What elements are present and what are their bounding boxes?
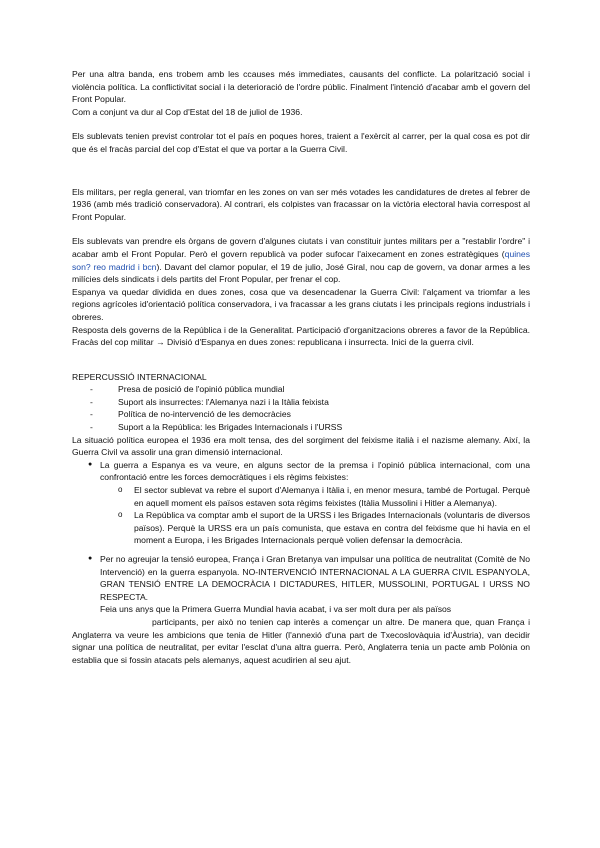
causes-text: Per una altra banda, ens trobem amb les ccauses més immediates, causants del conflicte. La polarització social i violència política. La conflictivitat social i la deterioració de l'ordre públic. Finalment l'intenció d'acabar amb el govern del Front Popular. <box>72 69 530 105</box>
juntes-text-end: ). Davant del clamor popular, el 19 de julio, José Giral, nou cap de govern, va donar armes a les milícies dels sindicats i dels partits del Front Popular, per frenar el cop. <box>72 261 530 285</box>
sub-item-republica: o La República va comptar amb el suport de la URSS i les Brigades Internacionals (voluntaris de diversos països). Perquè la URSS era un país comunista, que estava en contra del feixisme que hi havia en el moment a Europa, i les Brigades Internacionals perquè volien defensar la democràcia. <box>118 509 530 547</box>
paragraph-juntes <box>72 235 530 285</box>
paragraph-resposta: Resposta dels governs de la República i de la Generalitat. Participació d'organitzacions obreres a favor de la República. Fracàs del cop militar → Divisió d'Espanya en dues zones: republicana i insurrecta. Inici de la guerra civil. <box>72 324 530 348</box>
paragraph-militars: Els militars, per regla general, van triomfar en les zones on van ser més votades les candidatures de dretes al febrer de 1936 (amb més tradició conservadora). Al contrari, els colpistes van fracassar on la victòria electoral havia correspost al Front Popular. <box>72 186 530 222</box>
bullet-continuation: Feia uns anys que la Primera Guerra Mundial havia acabat, i va ser molt dura per als països <box>100 604 452 615</box>
dash-list-item: - Política de no-intervenció de les democràcies <box>90 408 530 421</box>
dash-list-item: - Suport als insurrectes: l'Alemanya nazi i la Itàlia feixista <box>90 396 530 409</box>
juntes-text-start: Els sublevats van prendre els òrgans de govern d'algunes ciutats i van constituir juntes militars per a "restablir l'ordre" i acabar amb el Front Popular. Però el govern republicà va poder sufocar l'aixecament en zones estratègiques ( <box>72 236 530 259</box>
bullet-text: Per no agreujar la tensió europea, França i Gran Bretanya van impulsar una política de neutralitat (Comitè de No Intervenció) en la guerra espanyola. NO-INTERVENCIÓ INTERNACIONAL A LA GUERRA CIVIL ESPANYOLA, GRAN TENSIÓ ENTRE LA DEMOCRÀCIA I DICTADURES, HITLER, MUSSOLINI, PORTUGAL I URSS NO RESPECTA. <box>100 554 530 602</box>
bullet-text: La guerra a Espanya es va veure, en alguns sector de la premsa i l'opinió pública internacional, com una confrontació entre les forces democràtiques i els règims feixistes: <box>100 459 530 483</box>
dash-list-item: - Presa de posició de l'opinió pública mundial <box>90 383 530 396</box>
bullet-item-confrontacio <box>88 459 530 547</box>
dash-list <box>72 383 530 433</box>
neutralitat-text: participants, per això no tenien cap interès a començar un altre. De manera que, quan França i Anglaterra va veure les ambicions que tenia de Hitler (l'annexió d'una part de Txecoslovàquia id'Àustria), van decidir signar una política de neutralitat, per evitar l'esclat d'una altra guerra. Però, Anglaterra tenia un pacte amb Polònia on establia que si fossin atacats pels alemanys, aquest acudirien al seu ajut. <box>72 616 530 665</box>
inline-link[interactable]: quines son? reo madrid i bcn <box>72 248 530 272</box>
paragraph-neutralitat <box>72 616 530 666</box>
paragraph-causes <box>72 68 530 118</box>
bullet-list <box>72 459 530 616</box>
paragraph-sublevats-plan: Els sublevats tenien previst controlar tot el país en poques hores, traient a l'exèrcit al carrer, per la qual cosa es pot dir que és el fracàs parcial del cop d'Estat el que va portar a la Guerra Civil. <box>72 131 530 154</box>
section-heading: REPERCUSSIÓ INTERNACIONAL <box>72 371 207 382</box>
sub-item-sublevat: o El sector sublevat va rebre el suport d'Alemanya i Itàlia i, en menor mesura, també de Portugal. Perquè en aquell moment els països estaven sota règims feixistes (Itàlia Mussolini i Hitler a Alemanya). <box>118 484 530 509</box>
dash-list-item: - Suport a la República: les Brigades Internacionals i l'URSS <box>90 421 530 434</box>
paragraph-situacio-europea: La situació política europea el 1936 era molt tensa, des del sorgiment del feixisme italià i el nazisme alemany. Així, la Guerra Civil va assolir una gran dimensió internacional. <box>72 434 530 458</box>
bullet-item-no-intervencio <box>88 553 530 616</box>
coup-date-text: Com a conjunt va dur al Cop d'Estat del 18 de juliol de 1936. <box>72 106 303 117</box>
paragraph-divisio: Espanya va quedar dividida en dues zones, cosa que va desencadenar la Guerra Civil: l'alçament va triomfar a les regions agrícoles id'orientació política conservadora, i va fracassar a les grans ciutats i les principals regions industrials i obreres. <box>72 286 530 322</box>
sub-list <box>100 484 530 547</box>
